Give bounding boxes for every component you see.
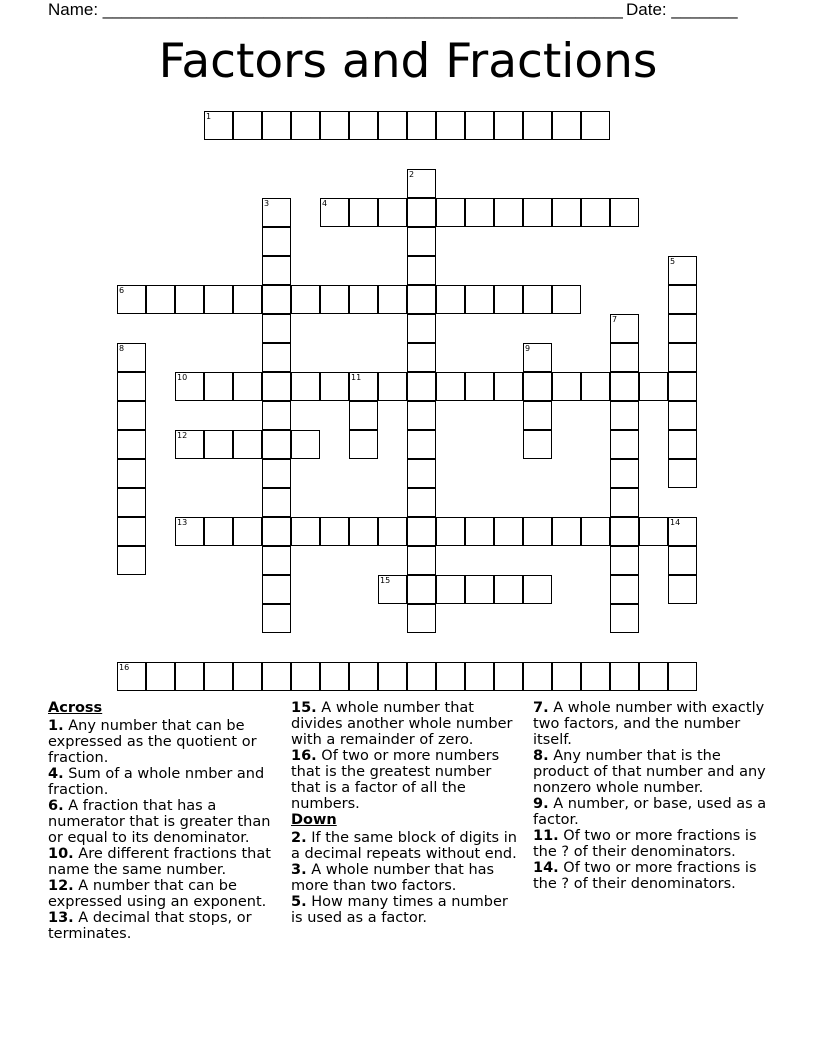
clue-across-15: 15. A whole number that divides another whole number with a remainder of zero. [291, 700, 513, 748]
grid-cell[interactable] [610, 662, 639, 691]
grid-cell[interactable] [320, 285, 349, 314]
grid-cell[interactable] [407, 517, 436, 546]
grid-cell[interactable] [610, 430, 639, 459]
clues-column-3 [533, 700, 773, 892]
clue-number: 4 [322, 199, 328, 208]
grid-cell[interactable] [552, 517, 581, 546]
grid-cell[interactable] [262, 111, 291, 140]
grid-cell[interactable] [523, 662, 552, 691]
grid-cell[interactable] [204, 372, 233, 401]
clue-down-11: 11. Of two or more fractions is the ? of their denominators. [533, 828, 757, 860]
grid-cell[interactable] [146, 285, 175, 314]
clue-number: 15 [380, 576, 391, 585]
clue-number: 11 [351, 373, 362, 382]
grid-cell[interactable] [523, 517, 552, 546]
grid-cell[interactable] [610, 401, 639, 430]
grid-cell[interactable] [610, 343, 639, 372]
grid-cell[interactable] [494, 372, 523, 401]
grid-cell[interactable] [523, 285, 552, 314]
clue-across-16: 16. Of two or more numbers that is the greatest number that is a factor of all the numbers. [291, 748, 500, 812]
grid-cell[interactable] [436, 111, 465, 140]
grid-cell[interactable] [668, 430, 697, 459]
grid-cell[interactable] [378, 198, 407, 227]
grid-cell[interactable] [349, 111, 378, 140]
grid-cell[interactable] [552, 372, 581, 401]
grid-cell[interactable] [407, 662, 436, 691]
grid-cell[interactable] [436, 285, 465, 314]
clue-number: 5 [670, 257, 676, 266]
grid-cell[interactable] [204, 517, 233, 546]
name-line: Name: _______________________________________________________ [48, 0, 623, 19]
grid-cell[interactable] [639, 372, 668, 401]
grid-cell[interactable] [465, 575, 494, 604]
grid-cell[interactable] [204, 285, 233, 314]
grid-cell[interactable] [407, 256, 436, 285]
grid-cell[interactable] [610, 546, 639, 575]
clues-column-2 [291, 700, 521, 926]
grid-cell[interactable] [407, 488, 436, 517]
grid-cell[interactable] [407, 372, 436, 401]
grid-cell[interactable] [639, 517, 668, 546]
grid-cell[interactable] [349, 662, 378, 691]
clue-number: 13 [177, 518, 188, 527]
grid-cell[interactable] [494, 517, 523, 546]
clue-down-9: 9. A number, or base, used as a factor. [533, 796, 767, 828]
grid-cell[interactable] [668, 285, 697, 314]
grid-cell[interactable] [291, 111, 320, 140]
grid-cell[interactable] [262, 314, 291, 343]
grid-cell[interactable] [407, 314, 436, 343]
grid-cell[interactable] [233, 517, 262, 546]
clue-number: 9 [525, 344, 531, 353]
grid-cell[interactable] [436, 662, 465, 691]
grid-cell[interactable] [668, 314, 697, 343]
grid-cell[interactable] [262, 372, 291, 401]
grid-cell[interactable] [204, 430, 233, 459]
grid-cell[interactable] [494, 198, 523, 227]
grid-cell[interactable] [146, 662, 175, 691]
grid-cell[interactable] [407, 227, 436, 256]
grid-cell[interactable] [291, 517, 320, 546]
grid-cell[interactable] [262, 285, 291, 314]
grid-cell[interactable] [117, 546, 146, 575]
grid-cell[interactable] [552, 662, 581, 691]
grid-cell[interactable] [523, 401, 552, 430]
grid-cell[interactable] [320, 372, 349, 401]
grid-cell[interactable] [436, 198, 465, 227]
grid-cell[interactable] [407, 401, 436, 430]
clue-down-3: 3. A whole number that has more than two factors. [291, 862, 495, 894]
grid-cell[interactable] [233, 372, 262, 401]
grid-cell[interactable] [581, 662, 610, 691]
grid-cell[interactable] [175, 285, 204, 314]
grid-cell[interactable] [117, 488, 146, 517]
grid-cell[interactable] [668, 662, 697, 691]
clue-across-12: 12. A number that can be expressed using an exponent. [48, 878, 267, 910]
grid-cell[interactable] [407, 198, 436, 227]
grid-cell[interactable] [581, 198, 610, 227]
clue-across-10: 10. Are different fractions that name the same number. [48, 846, 271, 878]
grid-cell[interactable] [378, 285, 407, 314]
grid-cell[interactable] [291, 285, 320, 314]
grid-cell[interactable] [494, 111, 523, 140]
puzzle-title: Factors and Fractions [158, 34, 658, 89]
grid-cell[interactable] [233, 285, 262, 314]
grid-cell[interactable] [262, 517, 291, 546]
clue-number: 3 [264, 199, 270, 208]
grid-cell[interactable] [320, 517, 349, 546]
grid-cell[interactable] [668, 575, 697, 604]
grid-cell[interactable] [233, 111, 262, 140]
grid-cell[interactable] [320, 111, 349, 140]
grid-cell[interactable] [262, 546, 291, 575]
grid-cell[interactable] [349, 285, 378, 314]
grid-cell[interactable] [465, 517, 494, 546]
grid-cell[interactable] [639, 662, 668, 691]
down-heading: Down [291, 812, 337, 828]
clue-number: 2 [409, 170, 415, 179]
grid-cell[interactable] [465, 372, 494, 401]
grid-cell[interactable] [378, 517, 407, 546]
grid-cell[interactable] [262, 401, 291, 430]
grid-cell[interactable] [204, 662, 233, 691]
grid-cell[interactable] [465, 285, 494, 314]
grid-cell[interactable] [523, 111, 552, 140]
grid-cell[interactable] [494, 662, 523, 691]
grid-cell[interactable] [407, 604, 436, 633]
grid-cell[interactable] [262, 227, 291, 256]
grid-cell[interactable] [262, 459, 291, 488]
clue-across-1: 1. Any number that can be expressed as the quotient or fraction. [48, 718, 257, 766]
grid-cell[interactable] [117, 372, 146, 401]
grid-cell[interactable] [407, 430, 436, 459]
grid-cell[interactable] [262, 662, 291, 691]
clues-column-1 [48, 700, 278, 942]
grid-cell[interactable] [407, 285, 436, 314]
grid-cell[interactable] [349, 517, 378, 546]
clue-across-4: 4. Sum of a whole nmber and fraction. [48, 766, 265, 798]
grid-cell[interactable] [117, 430, 146, 459]
grid-cell[interactable] [349, 198, 378, 227]
grid-cell[interactable] [117, 459, 146, 488]
grid-cell[interactable] [407, 575, 436, 604]
grid-cell[interactable] [494, 575, 523, 604]
grid-cell[interactable] [552, 111, 581, 140]
grid-cell[interactable] [378, 111, 407, 140]
grid-cell[interactable] [465, 198, 494, 227]
grid-cell[interactable] [262, 430, 291, 459]
grid-cell[interactable] [610, 517, 639, 546]
clue-number: 1 [206, 112, 212, 121]
grid-cell[interactable] [291, 662, 320, 691]
grid-cell[interactable] [262, 256, 291, 285]
clue-number: 16 [119, 663, 130, 672]
grid-cell[interactable] [349, 401, 378, 430]
clue-across-13: 13. A decimal that stops, or terminates. [48, 910, 252, 942]
grid-cell[interactable] [233, 430, 262, 459]
grid-cell[interactable] [668, 459, 697, 488]
clue-number: 14 [670, 518, 681, 527]
grid-cell[interactable] [610, 459, 639, 488]
grid-cell[interactable] [233, 662, 262, 691]
across-heading: Across [48, 700, 103, 716]
grid-cell[interactable] [378, 372, 407, 401]
grid-cell[interactable] [668, 372, 697, 401]
clue-down-14: 14. Of two or more fractions is the ? of their denominators. [533, 860, 757, 892]
grid-cell[interactable] [581, 372, 610, 401]
grid-cell[interactable] [581, 517, 610, 546]
grid-cell[interactable] [552, 285, 581, 314]
grid-cell[interactable] [610, 198, 639, 227]
grid-cell[interactable] [320, 662, 349, 691]
grid-cell[interactable] [465, 111, 494, 140]
grid-cell[interactable] [262, 575, 291, 604]
grid-cell[interactable] [581, 111, 610, 140]
grid-cell[interactable] [407, 459, 436, 488]
grid-cell[interactable] [407, 343, 436, 372]
clue-number: 12 [177, 431, 188, 440]
grid-cell[interactable] [117, 517, 146, 546]
clue-number: 8 [119, 344, 125, 353]
date-line: Date: _______ [626, 0, 738, 19]
grid-cell[interactable] [668, 546, 697, 575]
grid-cell[interactable] [262, 488, 291, 517]
grid-cell[interactable] [291, 372, 320, 401]
clue-number: 6 [119, 286, 125, 295]
clue-number: 10 [177, 373, 188, 382]
grid-cell[interactable] [610, 488, 639, 517]
grid-cell[interactable] [262, 604, 291, 633]
clue-down-7: 7. A whole number with exactly two factors, and the number itself. [533, 700, 765, 748]
grid-cell[interactable] [262, 343, 291, 372]
grid-cell[interactable] [494, 285, 523, 314]
grid-cell[interactable] [523, 198, 552, 227]
clue-number: 7 [612, 315, 618, 324]
grid-cell[interactable] [349, 430, 378, 459]
grid-cell[interactable] [610, 575, 639, 604]
grid-cell[interactable] [552, 198, 581, 227]
grid-cell[interactable] [523, 372, 552, 401]
grid-cell[interactable] [378, 662, 407, 691]
grid-cell[interactable] [436, 517, 465, 546]
grid-cell[interactable] [117, 401, 146, 430]
grid-cell[interactable] [668, 343, 697, 372]
grid-cell[interactable] [407, 111, 436, 140]
grid-cell[interactable] [407, 546, 436, 575]
grid-cell[interactable] [523, 430, 552, 459]
grid-cell[interactable] [523, 575, 552, 604]
grid-cell[interactable] [436, 372, 465, 401]
grid-cell[interactable] [668, 401, 697, 430]
grid-cell[interactable] [175, 662, 204, 691]
clue-across-6: 6. A fraction that has a numerator that is greater than or equal to its denominator. [48, 798, 271, 846]
clue-down-2: 2. If the same block of digits in a decimal repeats without end. [291, 830, 517, 862]
clue-down-5: 5. How many times a number is used as a factor. [291, 894, 508, 926]
grid-cell[interactable] [465, 662, 494, 691]
grid-cell[interactable] [610, 604, 639, 633]
grid-cell[interactable] [291, 430, 320, 459]
grid-cell[interactable] [436, 575, 465, 604]
clue-down-8: 8. Any number that is the product of that number and any nonzero whole number. [533, 748, 766, 796]
grid-cell[interactable] [610, 372, 639, 401]
